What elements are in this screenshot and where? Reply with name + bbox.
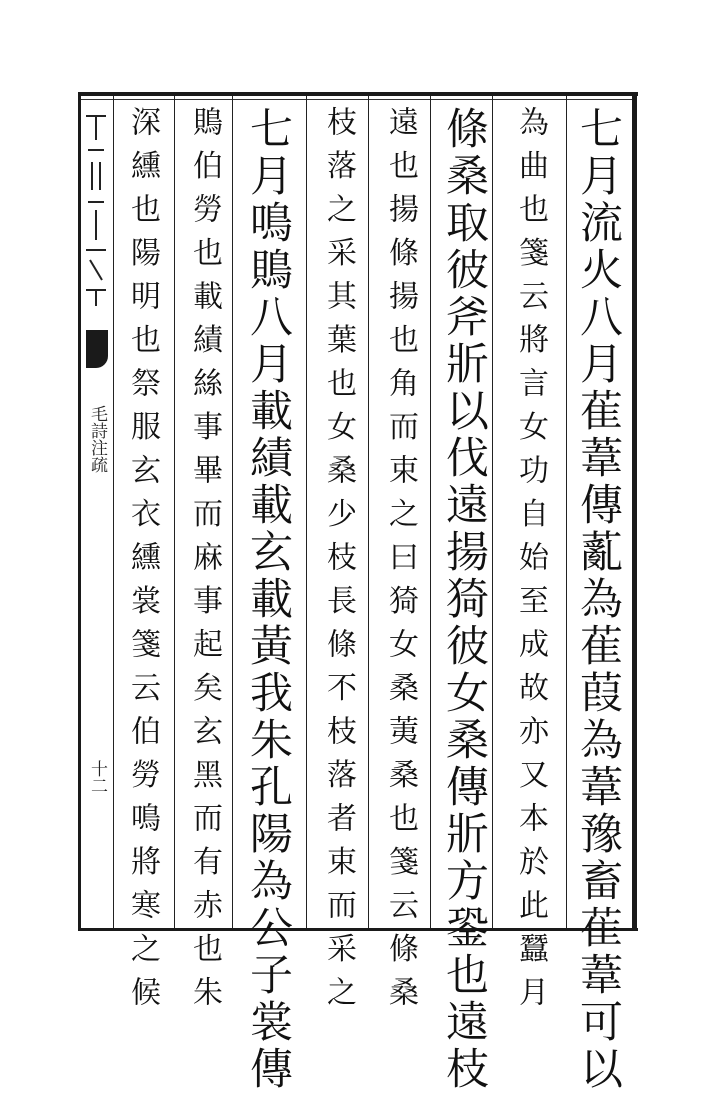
column-divider	[174, 96, 175, 928]
text-column-3: 條桑取彼斧斨以伐遠揚猗彼女桑傳斨方銎也遠枝	[439, 106, 489, 1093]
fold-margin-strokes	[82, 110, 110, 310]
column-divider	[306, 96, 307, 928]
text-column-2: 為曲也箋云將言女功自始至成故亦又本於此蠶月	[513, 106, 548, 1020]
text-column-7: 鵙伯勞也載績絲事畢而麻事起矣玄黑而有赤也朱	[187, 106, 222, 1020]
frame-bottom-border	[78, 928, 638, 931]
frame-left-border	[78, 92, 81, 931]
text-column-8: 深纁也陽明也祭服玄衣纁裳箋云伯勞鳴將寒之候	[125, 106, 160, 1020]
column-divider	[430, 96, 431, 928]
fish-tail-mark	[86, 330, 108, 368]
column-divider	[368, 96, 369, 928]
fold-margin-divider	[113, 96, 114, 928]
margin-page-number: 十二	[87, 760, 107, 794]
column-divider	[492, 96, 493, 928]
text-column-6: 七月鳴鵙八月載績載玄載黃我朱孔陽為公子裳傳	[243, 106, 293, 1093]
text-column-4: 遠也揚條揚也角而束之曰猗女桑荑桑也箋云條桑	[383, 106, 418, 1020]
text-column-1: 七月流火八月萑葦傳薍為萑葭為葦豫畜萑葦可以	[573, 106, 623, 1093]
frame-top-inner-border	[80, 99, 636, 100]
frame-right-border	[632, 92, 637, 931]
frame-top-border	[78, 92, 638, 96]
column-divider	[566, 96, 567, 928]
column-divider	[232, 96, 233, 928]
text-column-5: 枝落之采其葉也女桑少枝長條不枝落者束而采之	[321, 106, 356, 1020]
margin-title: 毛詩注疏	[87, 405, 107, 473]
